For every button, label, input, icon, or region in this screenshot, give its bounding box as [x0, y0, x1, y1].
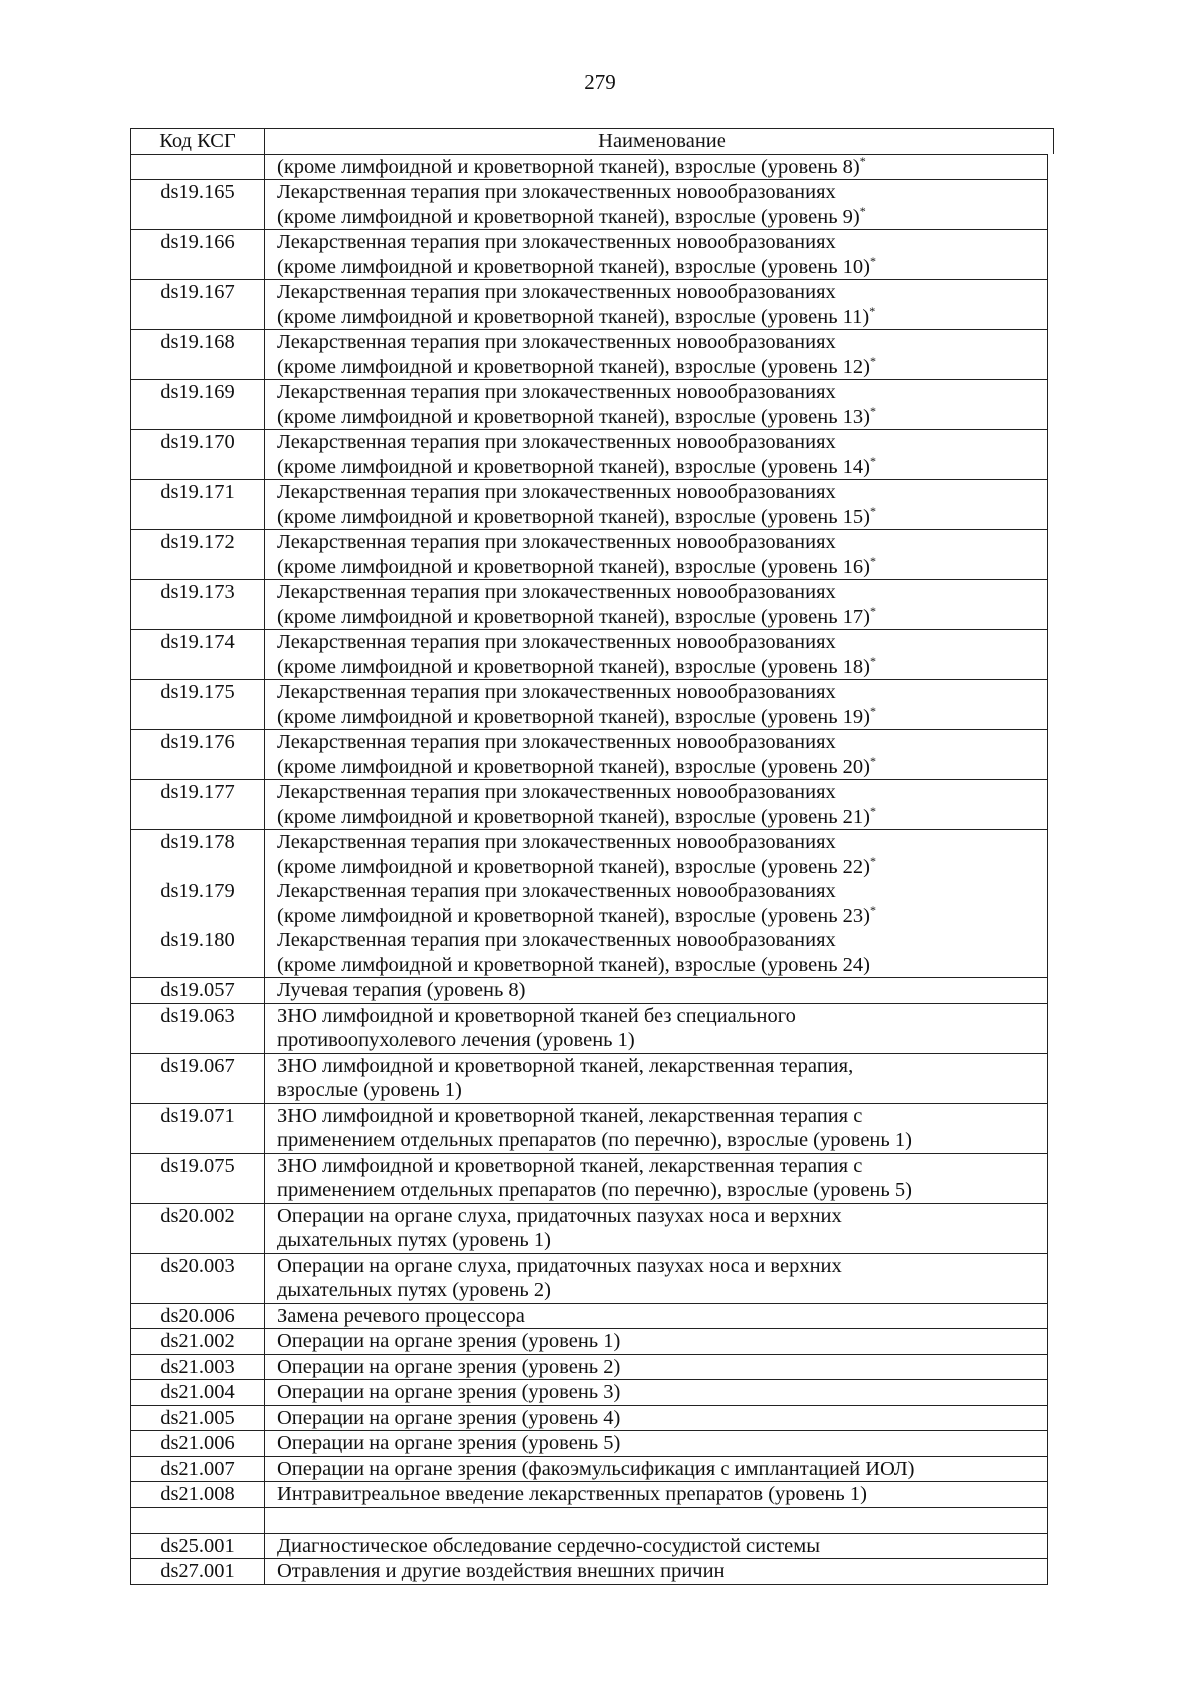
- row-name-line: [277, 405, 1041, 430]
- row-name-text: (кроме лимфоидной и кроветворной тканей), взрослые (уровень 9): [277, 205, 860, 228]
- table-row: [130, 329, 1048, 379]
- row-name-text: Лучевая терапия (уровень 8): [277, 979, 526, 1001]
- row-name-text: (кроме лимфоидной и кроветворной тканей), взрослые (уровень 12): [277, 355, 870, 378]
- table-row: [130, 1153, 1048, 1203]
- table-row: [130, 1203, 1048, 1253]
- table-row: [130, 1558, 1048, 1585]
- row-name-line: [277, 1078, 1041, 1103]
- table-row: [130, 879, 1048, 928]
- header-name: Наименование: [598, 130, 726, 152]
- row-name-text: (кроме лимфоидной и кроветворной тканей), взрослые (уровень 15): [277, 505, 870, 528]
- row-name: [265, 1254, 1047, 1303]
- row-code: ds25.001: [131, 1534, 265, 1559]
- row-name-text: (кроме лимфоидной и кроветворной тканей), взрослые (уровень 24): [277, 953, 870, 976]
- row-name-line: [277, 879, 1041, 904]
- row-name-line: [277, 480, 1041, 505]
- row-name: [265, 480, 1047, 529]
- table-row: [130, 429, 1048, 479]
- table-row: [130, 1303, 1048, 1329]
- row-name: [265, 1004, 1047, 1053]
- row-name-text: Лекарственная терапия при злокачественных новообразованиях: [277, 831, 836, 853]
- row-name-text: Операции на органе зрения (уровень 2): [277, 1355, 621, 1378]
- row-name: [265, 978, 1047, 1003]
- row-name-line: [277, 305, 1041, 330]
- row-name-line: [277, 1104, 1041, 1129]
- footnote-asterisk: *: [870, 703, 876, 718]
- row-name-line: [277, 1406, 1041, 1431]
- row-name-text: Лекарственная терапия при злокачественных новообразованиях: [277, 631, 836, 653]
- row-name-line: [277, 805, 1041, 830]
- row-name-text: применением отдельных препаратов (по перечню), взрослые (уровень 5): [277, 1179, 912, 1201]
- footnote-asterisk: *: [870, 353, 876, 368]
- row-name-text: (кроме лимфоидной и кроветворной тканей), взрослые (уровень 13): [277, 405, 870, 428]
- row-name-text: Лекарственная терапия при злокачественных новообразованиях: [277, 681, 836, 703]
- table-header-row: [130, 128, 1054, 154]
- row-name: [265, 530, 1047, 579]
- row-name-text: Диагностическое обследование сердечно-сосудистой системы: [277, 1534, 821, 1557]
- row-name-text: противоопухолевого лечения (уровень 1): [277, 1029, 635, 1051]
- row-code: ds19.178: [131, 830, 265, 879]
- row-name: [265, 1482, 1047, 1507]
- row-name-line: [277, 953, 1041, 978]
- row-name: [265, 830, 1047, 879]
- row-name: [265, 630, 1047, 679]
- row-name-line: [277, 505, 1041, 530]
- row-name-line: [277, 280, 1041, 305]
- row-name-line: [277, 430, 1041, 455]
- row-code: ds19.172: [131, 530, 265, 579]
- row-code: ds19.176: [131, 730, 265, 779]
- row-name-line: [277, 1178, 1041, 1203]
- row-code: ds19.075: [131, 1154, 265, 1203]
- row-code: ds19.180: [131, 928, 265, 977]
- row-name: [265, 879, 1047, 928]
- row-code: ds19.063: [131, 1004, 265, 1053]
- table-row: [130, 229, 1048, 279]
- page-number: 279: [584, 70, 616, 94]
- row-name: [265, 155, 1047, 180]
- row-name: [265, 1154, 1047, 1203]
- row-name-text: (кроме лимфоидной и кроветворной тканей), взрослые (уровень 21): [277, 805, 870, 828]
- row-name-line: [277, 1482, 1041, 1507]
- row-name-text: взрослые (уровень 1): [277, 1079, 462, 1101]
- row-code: ds19.173: [131, 580, 265, 629]
- row-name-line: [277, 1004, 1041, 1029]
- row-name-text: Лекарственная терапия при злокачественных новообразованиях: [277, 731, 836, 753]
- row-code: ds27.001: [131, 1559, 265, 1584]
- row-name-text: (кроме лимфоидной и кроветворной тканей), взрослые (уровень 11): [277, 305, 870, 328]
- row-name: [265, 1380, 1047, 1405]
- table-row: [130, 1328, 1048, 1354]
- row-name-text: Лекарственная терапия при злокачественных новообразованиях: [277, 381, 836, 403]
- row-name-text: Лекарственная терапия при злокачественных новообразованиях: [277, 431, 836, 453]
- footnote-asterisk: *: [870, 553, 876, 568]
- row-name: [265, 230, 1047, 279]
- row-code: ds19.071: [131, 1104, 265, 1153]
- row-name: [265, 280, 1047, 329]
- row-name-text: (кроме лимфоидной и кроветворной тканей), взрослые (уровень 23): [277, 904, 870, 927]
- row-name-line: [277, 830, 1041, 855]
- row-name-text: (кроме лимфоидной и кроветворной тканей), взрослые (уровень 19): [277, 705, 870, 728]
- table-row: [130, 379, 1048, 429]
- table-row: [130, 779, 1048, 829]
- row-name-line: [277, 755, 1041, 780]
- row-name-text: Операции на органе зрения (уровень 5): [277, 1432, 621, 1454]
- row-code: [131, 155, 265, 180]
- row-code: ds19.167: [131, 280, 265, 329]
- table-row: [130, 1430, 1048, 1456]
- table-body: [130, 154, 1048, 1585]
- row-name: [265, 1104, 1047, 1153]
- row-code: ds19.171: [131, 480, 265, 529]
- row-name-line: [277, 1380, 1041, 1405]
- row-name-line: [277, 978, 1041, 1003]
- row-name-text: (кроме лимфоидной и кроветворной тканей), взрослые (уровень 20): [277, 755, 870, 778]
- table-row: [130, 1103, 1048, 1153]
- row-name-line: [277, 705, 1041, 730]
- footnote-asterisk: *: [870, 853, 876, 868]
- table-row: [130, 1003, 1048, 1053]
- row-name-text: ЗНО лимфоидной и кроветворной тканей, лекарственная терапия с: [277, 1104, 863, 1127]
- row-name-text: (кроме лимфоидной и кроветворной тканей), взрослые (уровень 22): [277, 855, 870, 878]
- row-name-line: [277, 380, 1041, 405]
- footnote-asterisk: *: [870, 603, 876, 618]
- row-name-text: (кроме лимфоидной и кроветворной тканей), взрослые (уровень 17): [277, 605, 870, 628]
- row-code: ds19.174: [131, 630, 265, 679]
- row-name: [265, 1431, 1047, 1456]
- table-row: [130, 928, 1048, 977]
- row-name-text: Лекарственная терапия при злокачественных новообразованиях: [277, 531, 836, 553]
- row-name-line: [277, 1457, 1041, 1482]
- row-name-text: (кроме лимфоидной и кроветворной тканей), взрослые (уровень 8): [277, 155, 860, 178]
- footnote-asterisk: *: [870, 753, 876, 768]
- row-name: [265, 580, 1047, 629]
- row-code: ds20.006: [131, 1304, 265, 1329]
- row-name-line: [277, 1154, 1041, 1179]
- table-row: [130, 1253, 1048, 1303]
- row-name-text: Операции на органе зрения (уровень 1): [277, 1330, 621, 1352]
- row-name-text: применением отдельных препаратов (по перечню), взрослые (уровень 1): [277, 1129, 912, 1151]
- row-code: ds19.179: [131, 879, 265, 928]
- row-code: ds19.170: [131, 430, 265, 479]
- row-name-text: ЗНО лимфоидной и кроветворной тканей, лекарственная терапия,: [277, 1054, 854, 1077]
- row-name: [265, 1304, 1047, 1329]
- row-code: ds19.067: [131, 1054, 265, 1103]
- row-name: [265, 1534, 1047, 1559]
- row-name: [265, 1406, 1047, 1431]
- row-name-text: Лекарственная терапия при злокачественных новообразованиях: [277, 929, 836, 951]
- row-name-line: [277, 1128, 1041, 1153]
- row-code: ds21.003: [131, 1355, 265, 1380]
- row-name-line: [277, 680, 1041, 705]
- row-name-text: Лекарственная терапия при злокачественных новообразованиях: [277, 781, 836, 803]
- row-name-text: (кроме лимфоидной и кроветворной тканей), взрослые (уровень 14): [277, 455, 870, 478]
- row-name: [265, 1508, 1047, 1533]
- row-code: ds21.006: [131, 1431, 265, 1456]
- row-name-line: [277, 605, 1041, 630]
- row-name-line: [277, 730, 1041, 755]
- row-code: ds19.165: [131, 180, 265, 229]
- row-name-text: Лекарственная терапия при злокачественных новообразованиях: [277, 281, 836, 303]
- row-name-line: [277, 1204, 1041, 1229]
- row-name-line: [277, 1534, 1041, 1559]
- footnote-asterisk: *: [870, 453, 876, 468]
- footnote-asterisk: *: [870, 803, 876, 818]
- row-name-text: Лекарственная терапия при злокачественных новообразованиях: [277, 581, 836, 603]
- table-row: [130, 1354, 1048, 1380]
- row-name-line: [277, 1054, 1041, 1079]
- row-name: [265, 928, 1047, 977]
- table-row: [130, 479, 1048, 529]
- row-name: [265, 1457, 1047, 1482]
- row-name-line: [277, 630, 1041, 655]
- row-name-line: [277, 928, 1041, 953]
- row-name-line: [277, 555, 1041, 580]
- row-name-line: [277, 780, 1041, 805]
- row-name-text: (кроме лимфоидной и кроветворной тканей), взрослые (уровень 10): [277, 255, 870, 278]
- row-name-text: ЗНО лимфоидной и кроветворной тканей, лекарственная терапия с: [277, 1154, 863, 1177]
- row-name-line: [277, 655, 1041, 680]
- row-name-text: Операции на органе зрения (факоэмульсификация с имплантацией ИОЛ): [277, 1457, 915, 1480]
- table-row: [130, 1456, 1048, 1482]
- table-row: [130, 1533, 1048, 1559]
- row-name: [265, 430, 1047, 479]
- row-code: ds19.057: [131, 978, 265, 1003]
- row-name: [265, 180, 1047, 229]
- row-name-text: (кроме лимфоидной и кроветворной тканей), взрослые (уровень 18): [277, 655, 870, 678]
- row-name-line: [277, 1278, 1041, 1303]
- row-name-text: Лекарственная терапия при злокачественных новообразованиях: [277, 231, 836, 253]
- row-name-line: [277, 230, 1041, 255]
- row-name-line: [277, 855, 1041, 880]
- header-code: Код КСГ: [131, 129, 265, 154]
- row-name: [265, 1355, 1047, 1380]
- table-row: [130, 829, 1048, 879]
- row-code: ds20.002: [131, 1204, 265, 1253]
- row-name-text: Лекарственная терапия при злокачественных новообразованиях: [277, 331, 836, 353]
- row-name-text: Отравления и другие воздействия внешних причин: [277, 1560, 725, 1582]
- row-code: ds21.004: [131, 1380, 265, 1405]
- row-code: ds21.007: [131, 1457, 265, 1482]
- footnote-asterisk: *: [869, 303, 876, 318]
- table-row: [130, 977, 1048, 1003]
- row-name: [265, 1329, 1047, 1354]
- row-name-text: Интравитреальное введение лекарственных препаратов (уровень 1): [277, 1483, 867, 1505]
- row-code: ds19.166: [131, 230, 265, 279]
- row-code: ds21.008: [131, 1482, 265, 1507]
- footnote-asterisk: *: [870, 253, 876, 268]
- table-row: [130, 629, 1048, 679]
- row-name-line: [277, 330, 1041, 355]
- row-name-line: [277, 1254, 1041, 1279]
- row-name: [265, 1559, 1047, 1584]
- row-name-line: [277, 255, 1041, 280]
- table-row: [130, 1053, 1048, 1103]
- row-name-line: [277, 180, 1041, 205]
- row-name-line: [277, 1304, 1041, 1329]
- row-name-text: ЗНО лимфоидной и кроветворной тканей без специального: [277, 1004, 796, 1027]
- row-name: [265, 1054, 1047, 1103]
- row-name-text: (кроме лимфоидной и кроветворной тканей), взрослые (уровень 16): [277, 555, 870, 578]
- row-name-line: [277, 205, 1041, 230]
- row-name-text: Лекарственная терапия при злокачественных новообразованиях: [277, 181, 836, 203]
- table-row: [130, 1379, 1048, 1405]
- row-name: [265, 380, 1047, 429]
- row-name-line: [277, 1228, 1041, 1253]
- table-row: [130, 729, 1048, 779]
- table-row: [130, 529, 1048, 579]
- row-name-text: Операции на органе слуха, придаточных пазухах носа и верхних: [277, 1254, 842, 1277]
- row-name-text: Лекарственная терапия при злокачественных новообразованиях: [277, 481, 836, 503]
- row-code: ds20.003: [131, 1254, 265, 1303]
- row-name: [265, 1204, 1047, 1253]
- row-name-text: Операции на органе слуха, придаточных пазухах носа и верхних: [277, 1204, 842, 1227]
- row-code: ds21.005: [131, 1406, 265, 1431]
- row-code: [131, 1508, 265, 1533]
- table-row: [130, 1481, 1048, 1507]
- row-name-line: [277, 1028, 1041, 1053]
- row-name-text: Лекарственная терапия при злокачественных новообразованиях: [277, 880, 836, 902]
- footnote-asterisk: *: [859, 153, 866, 168]
- table-row: [130, 679, 1048, 729]
- table-row: [130, 179, 1048, 229]
- row-name-line: [277, 1431, 1041, 1456]
- row-name-line: [277, 580, 1041, 605]
- row-name-line: [277, 1355, 1041, 1380]
- row-name-text: Замена речевого процессора: [277, 1304, 525, 1327]
- row-name-line: [277, 155, 1041, 180]
- row-name: [265, 730, 1047, 779]
- footnote-asterisk: *: [859, 203, 866, 218]
- row-code: ds19.175: [131, 680, 265, 729]
- row-name-line: [277, 1559, 1041, 1584]
- row-code: ds21.002: [131, 1329, 265, 1354]
- row-code: ds19.169: [131, 380, 265, 429]
- row-name: [265, 330, 1047, 379]
- row-name-text: дыхательных путях (уровень 1): [277, 1229, 551, 1251]
- table-row: [130, 579, 1048, 629]
- row-code: ds19.177: [131, 780, 265, 829]
- row-name-text: Операции на органе зрения (уровень 4): [277, 1406, 621, 1429]
- row-name-text: Операции на органе зрения (уровень 3): [277, 1381, 621, 1403]
- row-name: [265, 780, 1047, 829]
- row-name-line: [277, 355, 1041, 380]
- footnote-asterisk: *: [870, 403, 876, 418]
- row-name: [265, 680, 1047, 729]
- row-code: ds19.168: [131, 330, 265, 379]
- row-name-line: [277, 1329, 1041, 1354]
- footnote-asterisk: *: [870, 902, 876, 917]
- footnote-asterisk: *: [870, 503, 876, 518]
- footnote-asterisk: *: [870, 653, 876, 668]
- row-name-line: [277, 530, 1041, 555]
- table-row: [130, 1405, 1048, 1431]
- row-name-line: [277, 904, 1041, 929]
- table-row: [130, 279, 1048, 329]
- row-name-text: дыхательных путях (уровень 2): [277, 1279, 551, 1301]
- table-row: [130, 1507, 1048, 1533]
- ksg-table: [130, 128, 1048, 1585]
- table-row: [130, 154, 1048, 180]
- row-name-line: [277, 455, 1041, 480]
